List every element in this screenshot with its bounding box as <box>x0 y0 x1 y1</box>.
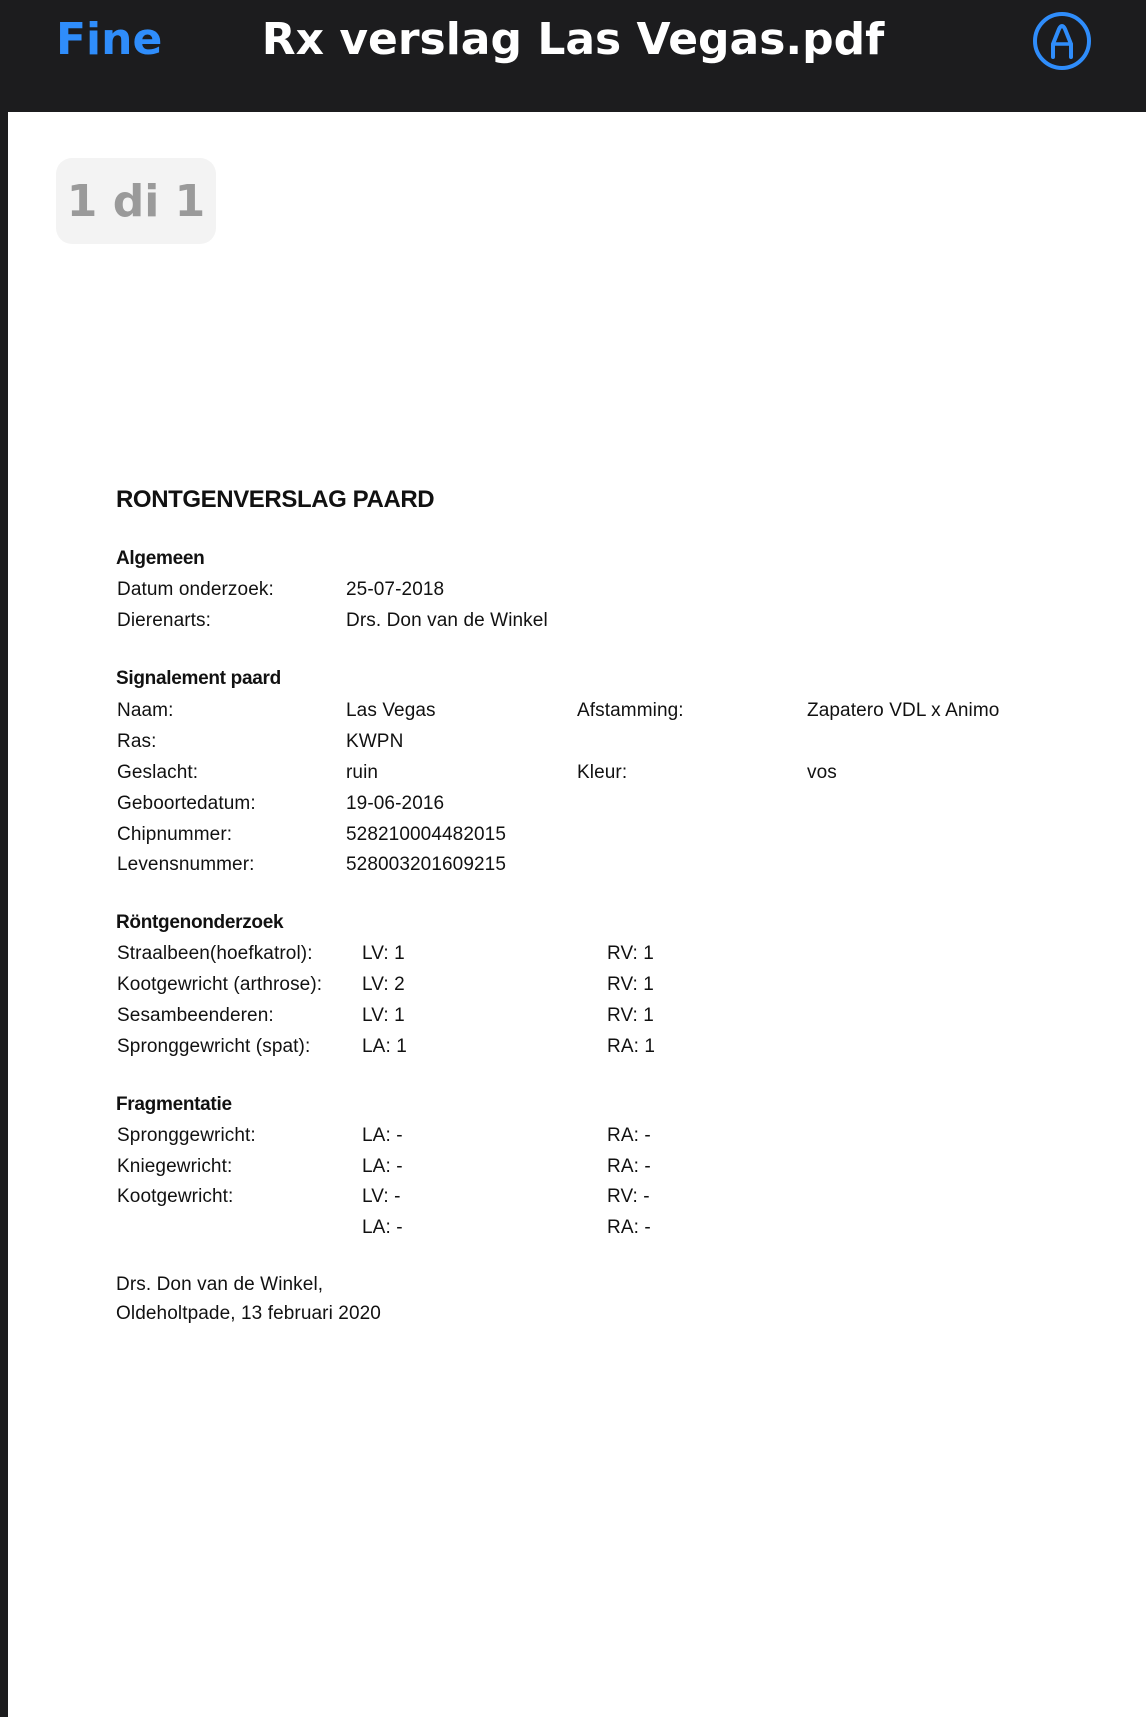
field-value: RA: - <box>607 1156 651 1177</box>
field-value: RV: 1 <box>607 1005 654 1026</box>
field-value: LA: 1 <box>362 1036 407 1057</box>
field-label: Dierenarts: <box>117 610 212 631</box>
field-label: Datum onderzoek: <box>117 579 274 600</box>
done-button[interactable]: Fine <box>56 14 163 65</box>
field-value: LV: - <box>362 1186 401 1207</box>
field-value: LA: - <box>362 1156 403 1177</box>
field-label: Spronggewricht: <box>117 1125 256 1146</box>
section-title-fragmentatie: Fragmentatie <box>116 1094 232 1115</box>
field-value: LA: - <box>362 1217 403 1238</box>
field-value: Las Vegas <box>346 700 436 721</box>
field-value: LV: 2 <box>362 974 405 995</box>
field-label: Afstamming: <box>577 700 684 721</box>
field-value: Drs. Don van de Winkel <box>346 610 548 631</box>
section-title-algemeen: Algemeen <box>116 548 205 569</box>
markup-pen-icon[interactable] <box>1032 11 1092 71</box>
field-label: Kniegewricht: <box>117 1156 233 1177</box>
field-value: 528003201609215 <box>346 854 507 875</box>
document-content <box>8 112 1146 1717</box>
signature-name: Drs. Don van de Winkel, <box>116 1274 324 1295</box>
section-title-rontgenonderzoek: Röntgenonderzoek <box>116 912 284 933</box>
field-value: ruin <box>346 762 379 783</box>
field-label: Kootgewricht: <box>117 1186 234 1207</box>
field-label: Naam: <box>117 700 174 721</box>
field-value: RA: - <box>607 1125 651 1146</box>
pdf-page[interactable] <box>8 112 1146 1717</box>
field-value: RV: 1 <box>607 974 654 995</box>
field-label: Kleur: <box>577 762 628 783</box>
field-label: Levensnummer: <box>117 854 255 875</box>
field-label: Chipnummer: <box>117 824 233 845</box>
field-value: RA: - <box>607 1217 651 1238</box>
navigation-bar <box>0 0 1146 104</box>
field-value: LV: 1 <box>362 943 405 964</box>
field-value: vos <box>807 762 837 783</box>
field-value: RV: 1 <box>607 943 654 964</box>
section-title-signalement: Signalement paard <box>116 668 281 689</box>
field-value: 528210004482015 <box>346 824 507 845</box>
field-label: Geslacht: <box>117 762 199 783</box>
field-value: KWPN <box>346 731 404 752</box>
field-value: RA: 1 <box>607 1036 656 1057</box>
field-value: LA: - <box>362 1125 403 1146</box>
document-title: Rx verslag Las Vegas.pdf <box>261 14 885 65</box>
report-heading: RONTGENVERSLAG PAARD <box>116 486 435 513</box>
field-label: Straalbeen(hoefkatrol): <box>117 943 313 964</box>
field-label: Spronggewricht (spat): <box>117 1036 311 1057</box>
field-value: Zapatero VDL x Animo <box>807 700 1000 721</box>
field-value: RV: - <box>607 1186 650 1207</box>
field-value: 25-07-2018 <box>346 579 445 600</box>
field-label: Sesambeenderen: <box>117 1005 274 1026</box>
field-label: Ras: <box>117 731 157 752</box>
field-value: LV: 1 <box>362 1005 405 1026</box>
signature-place-date: Oldeholtpade, 13 februari 2020 <box>116 1303 381 1324</box>
page-indicator: 1 di 1 <box>56 158 216 244</box>
field-value: 19-06-2016 <box>346 793 445 814</box>
field-label: Geboortedatum: <box>117 793 256 814</box>
field-label: Kootgewricht (arthrose): <box>117 974 323 995</box>
